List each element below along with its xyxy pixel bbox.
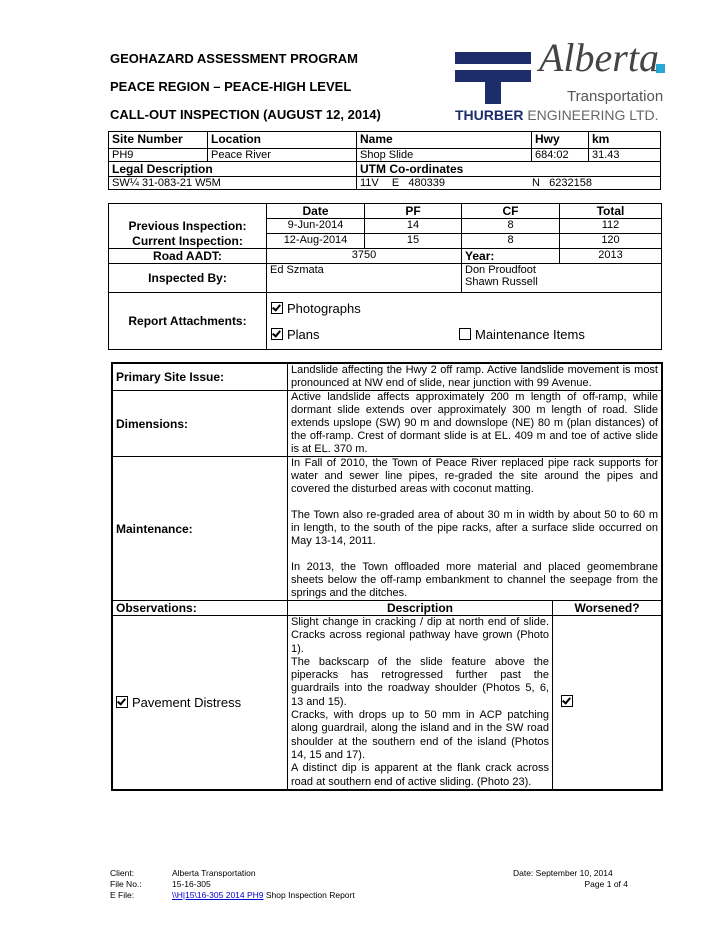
year-value: 2013 xyxy=(560,249,662,264)
site-number-value: PH9 xyxy=(109,149,208,162)
observation-para-2: The backscarp of the slide feature above the piperacks has retrogressed further past the guardrails into the roadway shoulder (Photos 5, 6, 13 and 15). xyxy=(291,655,549,708)
footer-client: Alberta Transportation xyxy=(172,868,256,878)
report-attachments-label: Report Attachments: xyxy=(109,293,267,350)
hwy-header: Hwy xyxy=(532,132,589,149)
doc-title-line3: CALL-OUT INSPECTION (AUGUST 12, 2014) xyxy=(110,107,381,122)
maintenance-para-2: The Town also re-graded area of about 30 m in width by about 50 to 60 m in length, to the south of the pipe racks, after a surface slide occurred on May 13-14, 2011. xyxy=(291,509,658,547)
attachments-cell xyxy=(267,293,662,350)
worsened-cell xyxy=(553,616,663,790)
site-number-header: Site Number xyxy=(109,132,208,149)
observation-para-3: Cracks, with drops up to 50 mm in ACP patching along guardrail, along the island and in the SW road shoulder at the southern end of the island (Photos 14, 15 and 17). xyxy=(291,709,549,761)
attachment-maintenance xyxy=(459,327,585,342)
footer-file-label: File No.: xyxy=(110,879,142,889)
pavement-distress-cell xyxy=(112,616,288,790)
thurber-bold: THURBER xyxy=(455,107,524,123)
previous-pf: 14 xyxy=(365,219,462,234)
previous-inspection-label: Previous Inspection: xyxy=(109,219,267,234)
inspector-2: Don Proudfoot xyxy=(465,264,536,276)
current-total: 120 xyxy=(560,234,662,249)
plans-checkbox[interactable] xyxy=(271,328,283,340)
cf-header: CF xyxy=(462,204,560,219)
pavement-distress-checkbox[interactable] xyxy=(116,696,128,708)
road-aadt-label: Road AADT: xyxy=(109,249,267,264)
location-value: Peace River xyxy=(208,149,357,162)
location-header: Location xyxy=(208,132,357,149)
pavement-distress-label: Pavement Distress xyxy=(132,694,242,710)
previous-cf: 8 xyxy=(462,219,560,234)
maintenance-items-checkbox[interactable] xyxy=(459,328,471,340)
footer-date: Date: September 10, 2014 xyxy=(513,868,613,878)
km-header: km xyxy=(589,132,661,149)
name-value: Shop Slide xyxy=(357,149,532,162)
attachment-plans xyxy=(271,327,320,342)
inspector-3: Shawn Russell xyxy=(465,276,538,288)
maintenance-para-1: In Fall of 2010, the Town of Peace River replaced pipe rack supports for water and sewer line pipes, re-graded the site around the pipes and covered the disturbed areas with coconut matting. xyxy=(291,457,658,495)
plans-label: Plans xyxy=(287,327,320,342)
footer-file: 15-16-305 xyxy=(172,879,211,889)
doc-title-line1: GEOHAZARD ASSESSMENT PROGRAM xyxy=(110,51,358,66)
observation-para-4: A distinct dip is apparent at the flank crack across road at southern end of active sliding. (Photo 23). xyxy=(291,762,549,788)
previous-total: 112 xyxy=(560,219,662,234)
inspector-1: Ed Szmata xyxy=(267,264,462,293)
photographs-checkbox[interactable] xyxy=(271,302,283,314)
km-value: 31.43 xyxy=(589,149,661,162)
inspectors-2-3 xyxy=(462,264,662,293)
road-aadt-value: 3750 xyxy=(267,249,462,264)
legal-description-header: Legal Description xyxy=(109,162,357,177)
legal-description-value: SW¼ 31-083-21 W5M xyxy=(109,177,357,190)
maintenance-label: Maintenance: xyxy=(112,457,288,601)
footer-efile xyxy=(172,890,355,900)
observation-para-1: Slight change in cracking / dip at north end of slide. Cracks across regional pathway have grown (Photo 1). xyxy=(291,616,549,655)
thurber-engineering-logo xyxy=(455,107,659,123)
doc-title-line2: PEACE REGION – PEACE-HIGH LEVEL xyxy=(110,79,352,94)
worsened-checkbox[interactable] xyxy=(561,695,573,707)
hwy-value: 684:02 xyxy=(532,149,589,162)
transportation-wordmark: Transportation xyxy=(567,88,664,105)
engineering-text: ENGINEERING LTD. xyxy=(523,107,659,123)
utm-easting: E 480339 xyxy=(391,177,446,189)
maintenance-items-label: Maintenance Items xyxy=(475,327,585,342)
maintenance-text xyxy=(288,457,663,601)
inspection-table xyxy=(108,203,662,350)
efile-rest: Shop Inspection Report xyxy=(263,890,355,900)
current-inspection-label: Current Inspection: xyxy=(109,234,267,249)
alberta-wordmark: Alberta xyxy=(539,35,659,80)
worsened-header: Worsened? xyxy=(553,601,663,616)
site-info-table xyxy=(108,131,661,190)
maintenance-para-3: In 2013, the Town offloaded more material and placed geomembrane sheets below the off-ramp embankment to channel the seepage from the springs and the ditches. xyxy=(291,561,658,599)
observations-label: Observations: xyxy=(112,601,288,616)
efile-link[interactable]: \\H|15\16-305 2014 PH9 xyxy=(172,890,264,900)
inspected-by-label: Inspected By: xyxy=(109,264,267,293)
dimensions-text: Active landslide affects approximately 200 m length of off-ramp, while dormant slide extends over approximately 300 m length of road. Slide extends upslope (SW) 90 m and downslope (NE) 80 m (plan distances) of the off-ramp. Crest of dormant slide is at EL. 409 m and toe of active slide is at EL. 370 m. xyxy=(288,391,663,457)
date-header: Date xyxy=(267,204,365,219)
name-header: Name xyxy=(357,132,532,149)
current-cf: 8 xyxy=(462,234,560,249)
utm-zone: 11V xyxy=(360,177,379,189)
photographs-label: Photographs xyxy=(287,301,361,316)
footer-efile-label: E File: xyxy=(110,890,135,900)
blank-cell xyxy=(109,204,267,219)
year-label: Year: xyxy=(462,249,560,264)
dimensions-label: Dimensions: xyxy=(112,391,288,457)
current-date: 12-Aug-2014 xyxy=(267,234,365,249)
utm-value xyxy=(357,177,661,190)
previous-date: 9-Jun-2014 xyxy=(267,219,365,234)
primary-site-issue-text: Landslide affecting the Hwy 2 off ramp. Active landslide movement is most pronounced at NW end of slide, near junction with 99 Avenue. xyxy=(288,363,663,391)
current-pf: 15 xyxy=(365,234,462,249)
details-table xyxy=(111,362,663,791)
utm-header: UTM Co-ordinates xyxy=(357,162,661,177)
observation-description xyxy=(288,616,553,790)
footer-page: Page 1 of 4 xyxy=(584,879,628,889)
primary-site-issue-label: Primary Site Issue: xyxy=(112,363,288,391)
description-header: Description xyxy=(288,601,553,616)
pf-header: PF xyxy=(365,204,462,219)
footer-client-label: Client: xyxy=(110,868,135,878)
attachment-photographs xyxy=(271,301,361,316)
utm-northing: N 6232158 xyxy=(532,177,592,189)
total-header: Total xyxy=(560,204,662,219)
